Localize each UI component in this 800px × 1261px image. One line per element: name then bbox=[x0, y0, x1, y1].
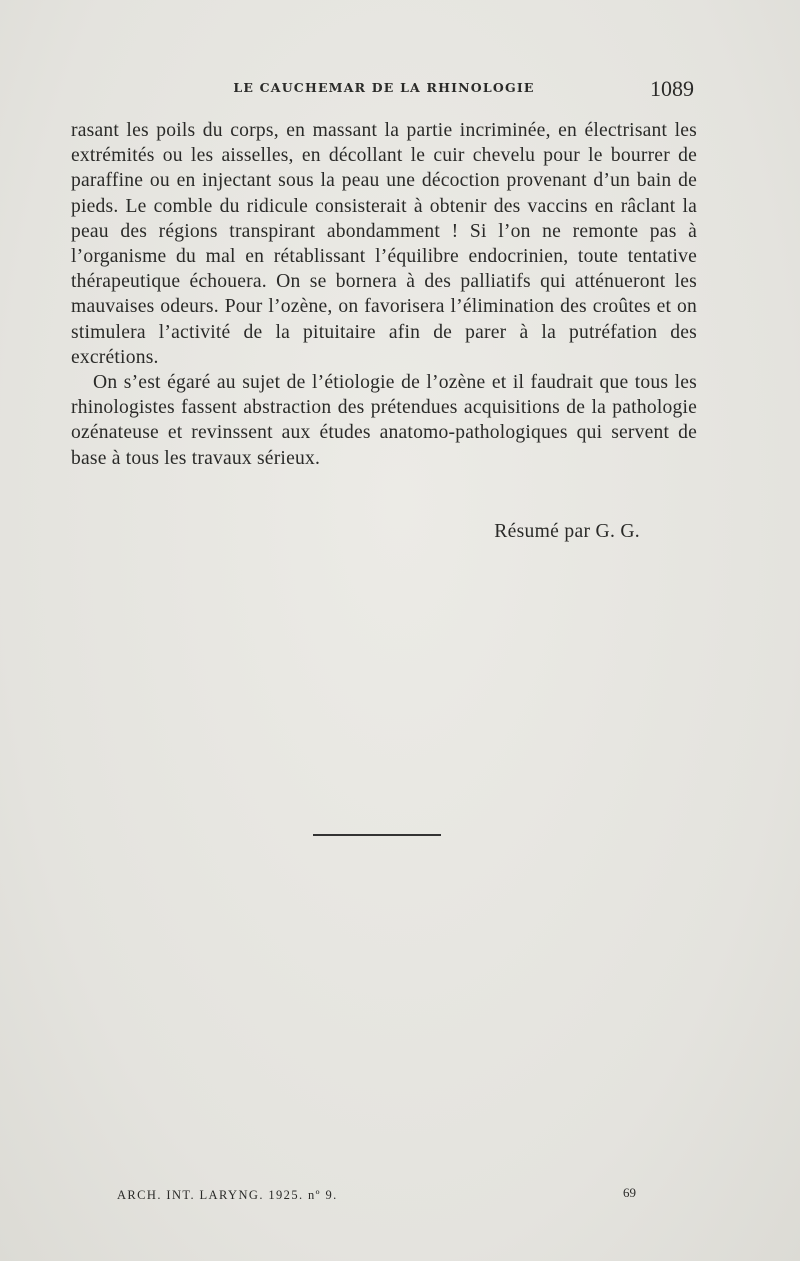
summary-signature: Résumé par G. G. bbox=[494, 521, 640, 542]
section-divider bbox=[313, 834, 441, 836]
running-title: LE CAUCHEMAR DE LA RHINOLOGIE bbox=[233, 80, 535, 95]
page-number: 1089 bbox=[650, 76, 694, 101]
body-text bbox=[71, 118, 697, 471]
printer-signature-mark: 69 bbox=[623, 1185, 636, 1200]
paragraph-1: rasant les poils du corps, en massant la partie incriminée, en électrisant les extrémités ou les aisselles, en décollant le cuir chevelu pour le bourrer de paraffine ou en injectant sous la peau une décoction provenant d’un bain de pieds. Le comble du ridicule consisterait à obtenir des vaccins en râclant la peau des régions transpirant abondamment ! Si l’on ne remonte pas à l’organisme du mal en rétablissant l’équilibre endocrinien, toute tentative thérapeutique échouera. On se bornera à des palliatifs qui atténueront les mauvaises odeurs. Pour l’ozène, on favorisera l’élimination des croûtes et on stimulera l’activité de la pituitaire afin de parer à la putréfation des excrétions. bbox=[71, 120, 697, 368]
running-head bbox=[72, 76, 696, 102]
footer-citation: ARCH. INT. LARYNG. 1925. nº 9. bbox=[117, 1188, 338, 1202]
paragraph-2: On s’est égaré au sujet de l’étiologie de l’ozène et il faudrait que tous les rhinologistes fassent abstraction des prétendues acquisitions de la pathologie ozénateuse et revinssent aux études anatomo-pathologiques qui servent de base à tous les travaux sérieux. bbox=[71, 372, 697, 469]
